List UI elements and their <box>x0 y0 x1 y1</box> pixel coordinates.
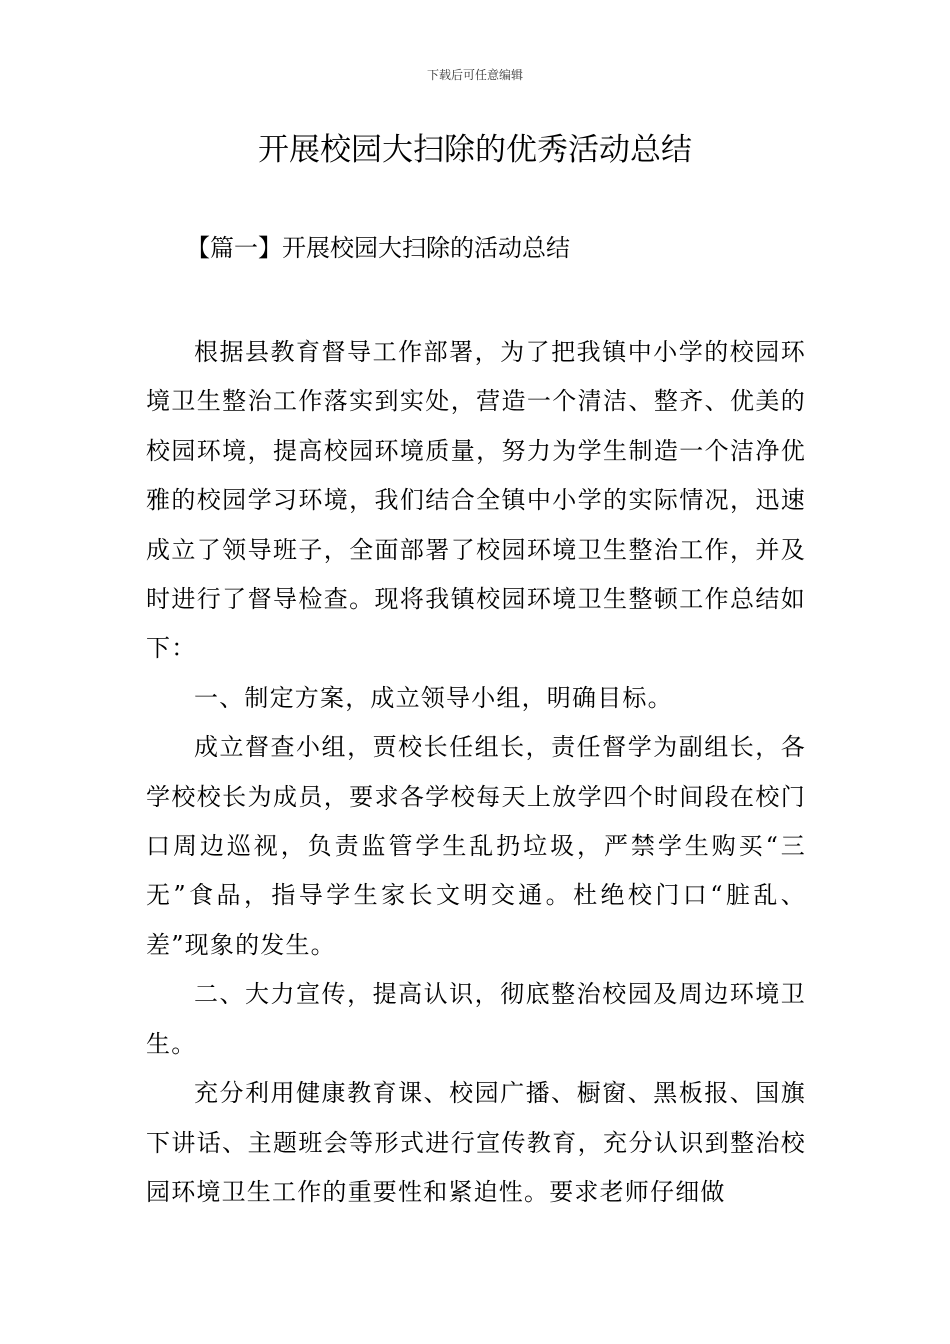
header-note: 下载后可任意编辑 <box>426 68 523 82</box>
paragraph-3: 成立督查小组，贾校长任组长，责任督学为副组长，各学校校长为成员，要求各学校每天上放学四个时间段在校门口周边巡视，负责监管学生乱扔垃圾，严禁学生购买“三无”食品，指导学生家长文明交通。杜绝校门口“脏乱、差”现象的发生。 <box>146 733 806 959</box>
paragraph-5: 充分利用健康教育课、校园广播、橱窗、黑板报、国旗下讲话、主题班会等形式进行宣传教育，充分认识到整治校园环境卫生工作的重要性和紧迫性。要求老师仔细做 <box>146 1079 806 1206</box>
paragraph-1: 根据县教育督导工作部署，为了把我镇中小学的校园环境卫生整治工作落实到实处，营造一个清洁、整齐、优美的校园环境，提高校园环境质量，努力为学生制造一个洁净优雅的校园学习环境，我们结合全镇中小学的实际情况，迅速成立了领导班子，全面部署了校园环境卫生整治工作，并及时进行了督导检查。现将我镇校园环境卫生整顿工作总结如下： <box>146 338 806 663</box>
section-heading: 【篇一】开展校园大扫除的活动总结 <box>186 234 570 262</box>
paragraph-2: 一、制定方案，成立领导小组，明确目标。 <box>194 683 673 712</box>
paragraph-4: 二、大力宣传，提高认识，彻底整治校园及周边环境卫生。 <box>146 980 806 1058</box>
document-title: 开展校园大扫除的优秀活动总结 <box>258 132 692 168</box>
document-body <box>146 328 806 1217</box>
